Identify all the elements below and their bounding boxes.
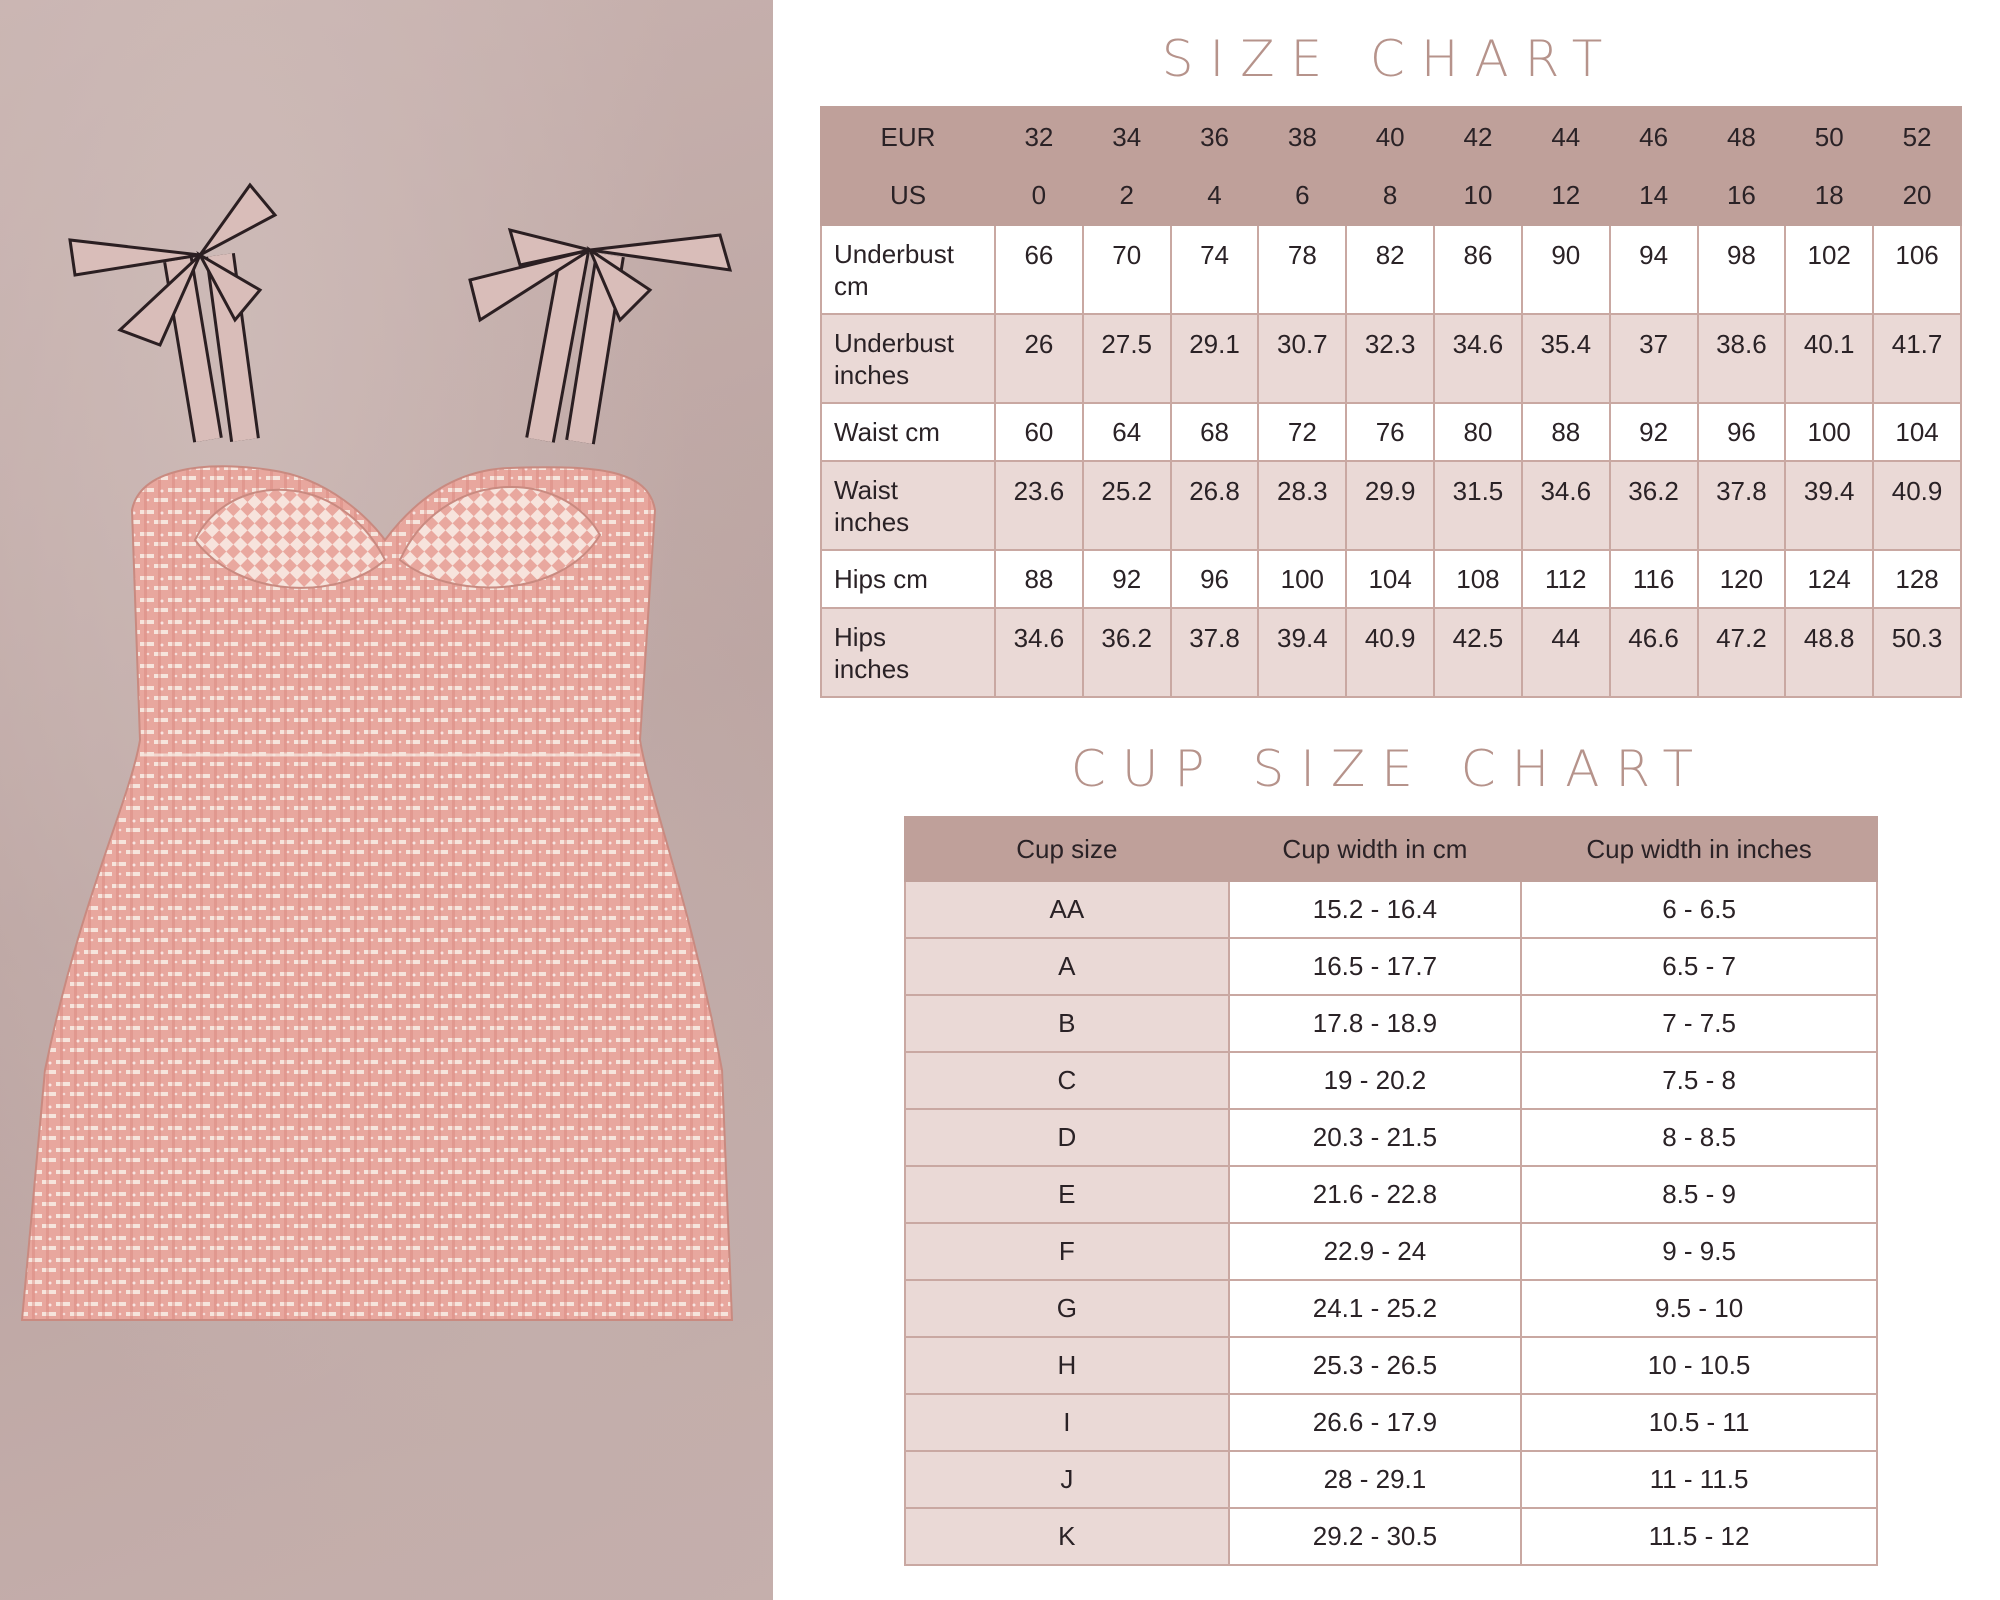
measurement-value: 26 (995, 314, 1083, 403)
cup-size-cell: J (905, 1451, 1229, 1508)
cup-row (905, 1052, 1877, 1109)
measurement-value: 31.5 (1434, 461, 1522, 550)
cup-width-inches-cell: 10.5 - 11 (1521, 1394, 1877, 1451)
cup-inches-header: Cup width in inches (1521, 817, 1877, 881)
cup-row (905, 995, 1877, 1052)
measurement-value: 80 (1434, 403, 1522, 461)
cup-row (905, 881, 1877, 938)
measurement-value: 106 (1873, 225, 1961, 314)
us-header-row (821, 166, 1961, 225)
measurement-value: 92 (1610, 403, 1698, 461)
measurement-value: 74 (1171, 225, 1259, 314)
measurement-value: 92 (1083, 550, 1171, 608)
dress-illustration (0, 0, 773, 1600)
measurement-label (821, 461, 995, 550)
cup-width-inches-cell: 11 - 11.5 (1521, 1451, 1877, 1508)
measurement-value: 120 (1698, 550, 1786, 608)
measurement-value: 46.6 (1610, 608, 1698, 697)
measurement-value: 29.1 (1171, 314, 1259, 403)
measurement-value: 60 (995, 403, 1083, 461)
cup-width-inches-cell: 8.5 - 9 (1521, 1166, 1877, 1223)
measurement-row (821, 314, 1961, 403)
measurement-value: 96 (1171, 550, 1259, 608)
measurement-row (821, 403, 1961, 461)
measurement-value: 26.8 (1171, 461, 1259, 550)
measurement-value: 39.4 (1258, 608, 1346, 697)
cup-header-row (905, 817, 1877, 881)
measurement-value: 38.6 (1698, 314, 1786, 403)
cup-row (905, 1394, 1877, 1451)
measurement-value: 36.2 (1083, 608, 1171, 697)
measurement-value: 66 (995, 225, 1083, 314)
measurement-value: 44 (1522, 608, 1610, 697)
measurement-value: 100 (1785, 403, 1873, 461)
measurement-value: 72 (1258, 403, 1346, 461)
cup-size-cell: K (905, 1508, 1229, 1565)
cup-size-cell: E (905, 1166, 1229, 1223)
us-label: US (821, 166, 995, 225)
measurement-value: 48.8 (1785, 608, 1873, 697)
cup-size-cell: A (905, 938, 1229, 995)
measurement-value: 88 (1522, 403, 1610, 461)
measurement-value: 40.1 (1785, 314, 1873, 403)
measurement-value: 34.6 (1522, 461, 1610, 550)
cup-width-cm-cell: 15.2 - 16.4 (1229, 881, 1521, 938)
measurement-value: 37 (1610, 314, 1698, 403)
measurement-value: 88 (995, 550, 1083, 608)
measurement-value: 70 (1083, 225, 1171, 314)
cup-width-cm-cell: 29.2 - 30.5 (1229, 1508, 1521, 1565)
cup-size-cell: AA (905, 881, 1229, 938)
measurement-value: 42.5 (1434, 608, 1522, 697)
measurement-value: 86 (1434, 225, 1522, 314)
cup-width-inches-cell: 7 - 7.5 (1521, 995, 1877, 1052)
measurement-value: 25.2 (1083, 461, 1171, 550)
cup-width-cm-cell: 16.5 - 17.7 (1229, 938, 1521, 995)
measurement-value: 90 (1522, 225, 1610, 314)
cup-size-cell: F (905, 1223, 1229, 1280)
measurement-label-line1: Waist cm (834, 417, 940, 447)
cup-width-cm-cell: 17.8 - 18.9 (1229, 995, 1521, 1052)
cup-cm-header: Cup width in cm (1229, 817, 1521, 881)
measurement-value: 64 (1083, 403, 1171, 461)
cup-width-inches-cell: 10 - 10.5 (1521, 1337, 1877, 1394)
cup-row (905, 1508, 1877, 1565)
us-size-cell: 20 (1873, 166, 1961, 225)
eur-label: EUR (821, 107, 995, 166)
cup-width-inches-cell: 9.5 - 10 (1521, 1280, 1877, 1337)
measurement-row (821, 608, 1961, 697)
cup-row (905, 1109, 1877, 1166)
cup-chart-title: CUP SIZE CHART (1070, 740, 1710, 798)
measurement-value: 30.7 (1258, 314, 1346, 403)
measurement-row (821, 461, 1961, 550)
measurement-label (821, 314, 995, 403)
measurement-value: 36.2 (1610, 461, 1698, 550)
measurement-label-line2: inches (834, 506, 910, 537)
cup-width-cm-cell: 22.9 - 24 (1229, 1223, 1521, 1280)
us-size-cell: 12 (1522, 166, 1610, 225)
measurement-value: 128 (1873, 550, 1961, 608)
us-size-cell: 2 (1083, 166, 1171, 225)
cup-width-inches-cell: 6 - 6.5 (1521, 881, 1877, 938)
cup-size-cell: B (905, 995, 1229, 1052)
eur-size-cell: 50 (1785, 107, 1873, 166)
measurement-value: 94 (1610, 225, 1698, 314)
measurement-label-line1: Hips (834, 621, 887, 652)
eur-size-cell: 42 (1434, 107, 1522, 166)
measurement-value: 34.6 (1434, 314, 1522, 403)
cup-width-cm-cell: 26.6 - 17.9 (1229, 1394, 1521, 1451)
measurement-value: 112 (1522, 550, 1610, 608)
cup-row (905, 1166, 1877, 1223)
measurement-label (821, 403, 995, 461)
cup-width-cm-cell: 19 - 20.2 (1229, 1052, 1521, 1109)
measurement-label (821, 608, 995, 697)
cup-width-cm-cell: 24.1 - 25.2 (1229, 1280, 1521, 1337)
us-size-cell: 16 (1698, 166, 1786, 225)
measurement-value: 28.3 (1258, 461, 1346, 550)
measurement-label-line2: inches (834, 653, 910, 684)
cup-width-cm-cell: 20.3 - 21.5 (1229, 1109, 1521, 1166)
eur-size-cell: 48 (1698, 107, 1786, 166)
measurement-value: 78 (1258, 225, 1346, 314)
cup-row (905, 938, 1877, 995)
measurement-value: 40.9 (1346, 608, 1434, 697)
us-size-cell: 14 (1610, 166, 1698, 225)
measurement-label (821, 550, 995, 608)
measurement-value: 116 (1610, 550, 1698, 608)
measurement-label-line1: Underbust (834, 238, 954, 269)
measurement-value: 37.8 (1698, 461, 1786, 550)
measurement-value: 35.4 (1522, 314, 1610, 403)
measurement-value: 108 (1434, 550, 1522, 608)
measurement-value: 102 (1785, 225, 1873, 314)
cup-size-cell: I (905, 1394, 1229, 1451)
measurement-value: 39.4 (1785, 461, 1873, 550)
eur-size-cell: 44 (1522, 107, 1610, 166)
measurement-value: 82 (1346, 225, 1434, 314)
measurement-value: 98 (1698, 225, 1786, 314)
eur-size-cell: 34 (1083, 107, 1171, 166)
measurement-value: 37.8 (1171, 608, 1259, 697)
product-photo (0, 0, 773, 1600)
cup-size-cell: G (905, 1280, 1229, 1337)
us-size-cell: 8 (1346, 166, 1434, 225)
cup-size-header: Cup size (905, 817, 1229, 881)
cup-row (905, 1223, 1877, 1280)
measurement-label (821, 225, 995, 314)
eur-size-cell: 36 (1171, 107, 1259, 166)
measurement-value: 124 (1785, 550, 1873, 608)
cup-size-cell: H (905, 1337, 1229, 1394)
measurement-value: 96 (1698, 403, 1786, 461)
measurement-value: 32.3 (1346, 314, 1434, 403)
cup-size-table (904, 816, 1878, 1566)
measurement-value: 104 (1873, 403, 1961, 461)
cup-width-inches-cell: 8 - 8.5 (1521, 1109, 1877, 1166)
size-chart-title: SIZE CHART (1161, 30, 1619, 88)
eur-size-cell: 52 (1873, 107, 1961, 166)
cup-row (905, 1280, 1877, 1337)
cup-width-inches-cell: 9 - 9.5 (1521, 1223, 1877, 1280)
cup-width-inches-cell: 6.5 - 7 (1521, 938, 1877, 995)
measurement-value: 50.3 (1873, 608, 1961, 697)
us-size-cell: 6 (1258, 166, 1346, 225)
measurement-label-line1: Underbust (834, 327, 954, 358)
measurement-label-line1: Hips cm (834, 564, 928, 594)
measurement-value: 27.5 (1083, 314, 1171, 403)
measurement-value: 34.6 (995, 608, 1083, 697)
measurement-value: 100 (1258, 550, 1346, 608)
cup-width-inches-cell: 11.5 - 12 (1521, 1508, 1877, 1565)
cup-size-cell: D (905, 1109, 1229, 1166)
eur-size-cell: 38 (1258, 107, 1346, 166)
measurement-row (821, 225, 1961, 314)
eur-size-cell: 46 (1610, 107, 1698, 166)
us-size-cell: 4 (1171, 166, 1259, 225)
cup-width-cm-cell: 28 - 29.1 (1229, 1451, 1521, 1508)
eur-header-row (821, 107, 1961, 166)
measurement-value: 41.7 (1873, 314, 1961, 403)
measurement-label-line2: cm (834, 270, 869, 301)
measurement-label-line1: Waist (834, 474, 899, 505)
measurement-value: 104 (1346, 550, 1434, 608)
us-size-cell: 0 (995, 166, 1083, 225)
measurement-label-line2: inches (834, 359, 910, 390)
size-chart-table (820, 106, 1962, 698)
measurement-row (821, 550, 1961, 608)
cup-width-inches-cell: 7.5 - 8 (1521, 1052, 1877, 1109)
eur-size-cell: 32 (995, 107, 1083, 166)
measurement-value: 23.6 (995, 461, 1083, 550)
us-size-cell: 18 (1785, 166, 1873, 225)
measurement-value: 68 (1171, 403, 1259, 461)
measurement-value: 40.9 (1873, 461, 1961, 550)
measurement-value: 76 (1346, 403, 1434, 461)
cup-row (905, 1451, 1877, 1508)
us-size-cell: 10 (1434, 166, 1522, 225)
cup-width-cm-cell: 21.6 - 22.8 (1229, 1166, 1521, 1223)
cup-size-cell: C (905, 1052, 1229, 1109)
cup-row (905, 1337, 1877, 1394)
cup-width-cm-cell: 25.3 - 26.5 (1229, 1337, 1521, 1394)
measurement-value: 29.9 (1346, 461, 1434, 550)
measurement-value: 47.2 (1698, 608, 1786, 697)
eur-size-cell: 40 (1346, 107, 1434, 166)
